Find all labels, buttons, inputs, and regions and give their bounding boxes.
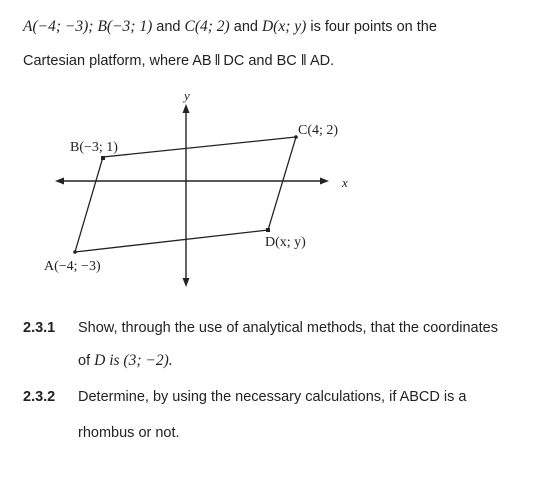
and-text-2: and xyxy=(233,19,258,35)
y-axis-label: y xyxy=(184,88,190,103)
label-d: D(x; y) xyxy=(265,235,306,250)
and-text-1: and xyxy=(156,19,181,35)
vertex-d-mark xyxy=(266,228,270,232)
x-axis-label: x xyxy=(342,175,348,190)
point-c-text: C(4; 2) xyxy=(184,18,230,35)
intro-rest-text: is four points on the xyxy=(310,19,437,35)
point-a-text: A(−4; −3); xyxy=(23,18,94,35)
x-axis-arrow-left xyxy=(55,178,64,185)
question-number-2: 2.3.2 xyxy=(23,389,56,405)
vertex-a-mark xyxy=(73,250,77,254)
question-number-1: 2.3.1 xyxy=(23,320,56,336)
point-d-text: D(x; y) xyxy=(261,18,307,35)
vertex-b-mark xyxy=(101,156,105,160)
question-2-line-1: Determine, by using the necessary calculations, if ABCD is a xyxy=(78,389,467,405)
question-1-line-1: Show, through the use of analytical methods, that the coordinates xyxy=(78,320,498,336)
x-axis-arrow-right xyxy=(320,178,329,185)
y-axis-arrow-down xyxy=(183,278,190,287)
point-b-text: B(−3; 1) xyxy=(97,18,153,35)
intro-line-2: Cartesian platform, where AB ‖ DC and BC ‖ AD. xyxy=(23,53,335,69)
label-a: A(−4; −3) xyxy=(44,259,101,274)
question-1-math-text: D is (3; −2). xyxy=(94,352,173,369)
label-b: B(−3; 1) xyxy=(70,140,118,155)
label-c: C(4; 2) xyxy=(298,123,339,138)
question-2-line-2: rhombus or not. xyxy=(78,425,180,441)
question-1-line-2 xyxy=(78,352,173,370)
y-axis-arrow-up xyxy=(183,104,190,113)
question-1-of-text: of xyxy=(78,353,91,369)
